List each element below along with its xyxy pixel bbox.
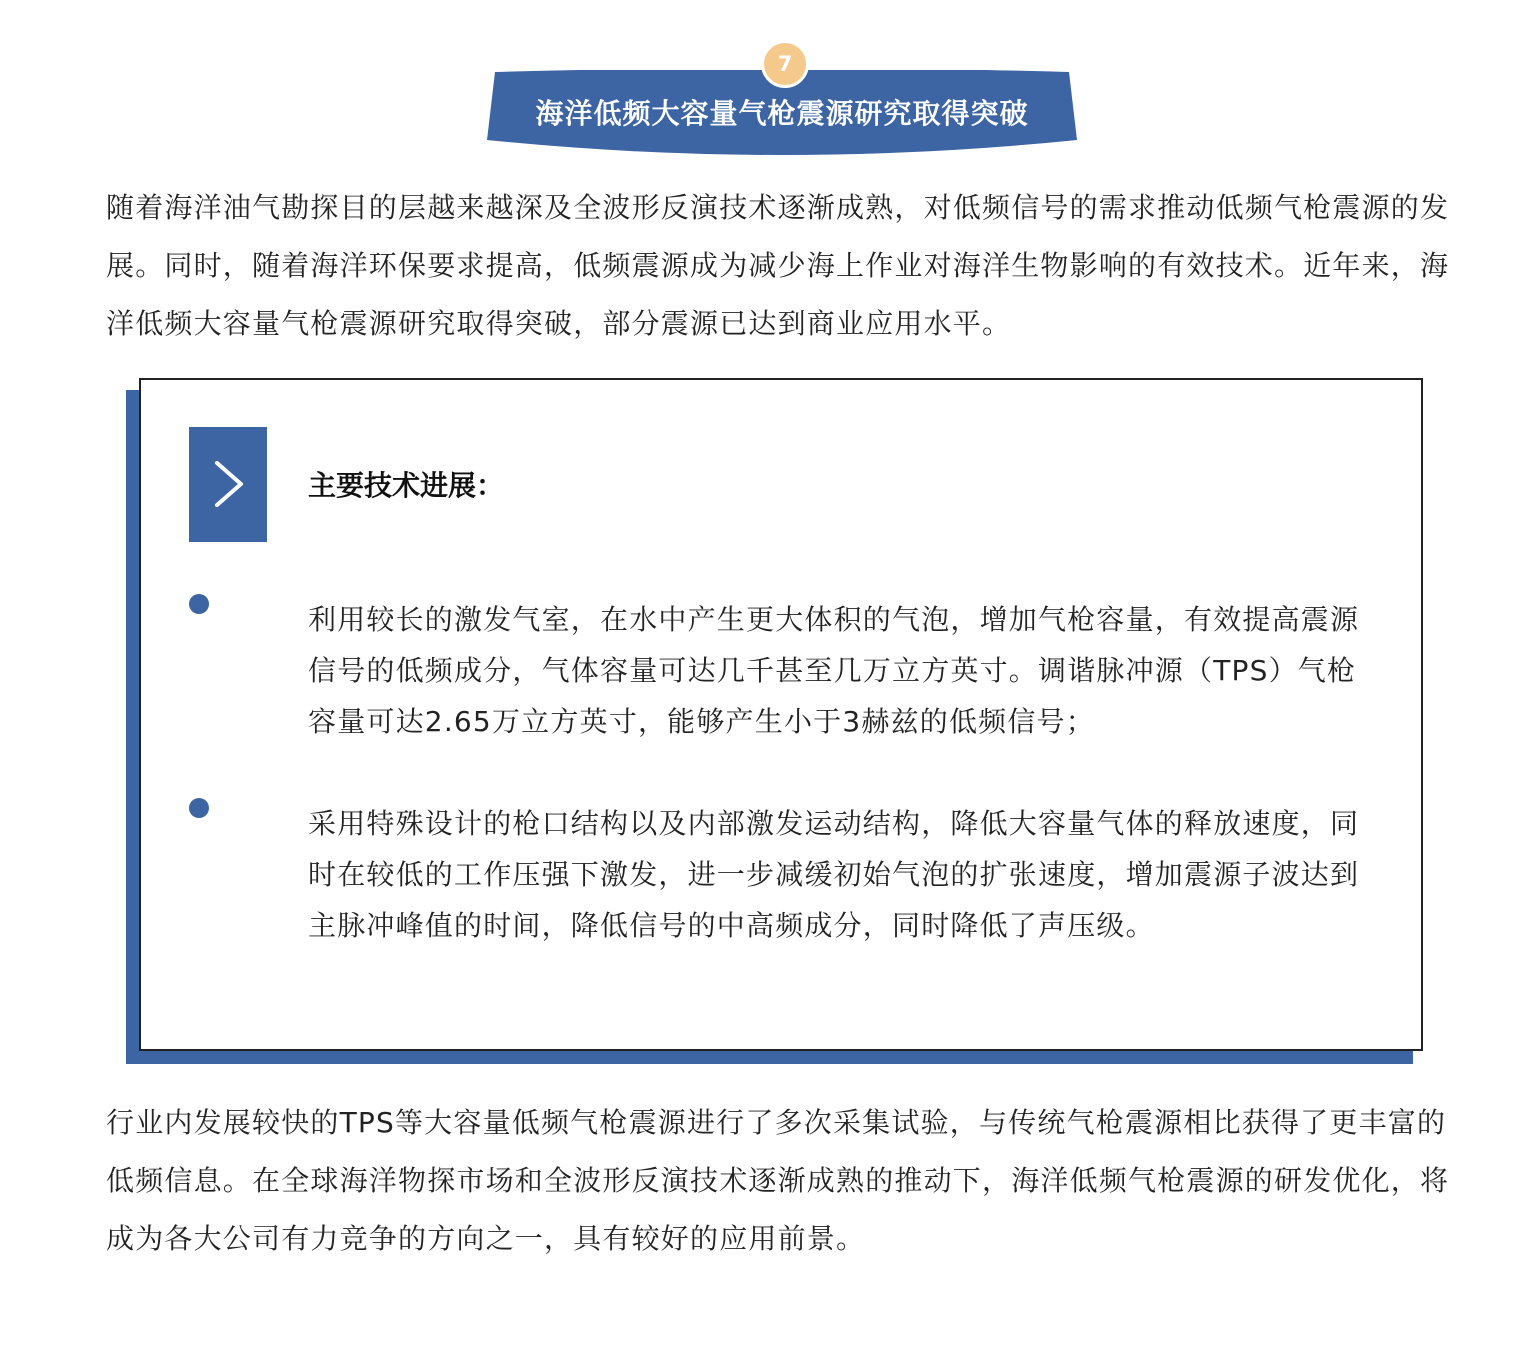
bullet-item: 采用特殊设计的枪口结构以及内部激发运动结构，降低大容量气体的释放速度，同时在较低的工作压强下激发，进一步减缓初始气泡的扩张速度，增加震源子波达到主脉冲峰值的时间，降低信号的中高频成分，同时降低了声压级。 xyxy=(308,807,1360,942)
bullet-item: 利用较长的激发气室，在水中产生更大体积的气泡，增加气枪容量，有效提高震源信号的低频成分，气体容量可达几千甚至几万立方英寸。调谐脉冲源（TPS）气枪容量可达2.65万立方英寸，能够产生小于3赫兹的低频信号； xyxy=(308,603,1360,738)
bullet-dot xyxy=(189,798,209,818)
section-number-badge: 7 xyxy=(761,40,809,88)
section-title: 海洋低频大容量气枪震源研究取得突破 xyxy=(535,97,1029,130)
closing-paragraph: 行业内发展较快的TPS等大容量低频气枪震源进行了多次采集试验，与传统气枪震源相比获得了更丰富的低频信息。在全球海洋物探市场和全波形反演技术逐渐成熟的推动下，海洋低频气枪震源的研发优化，将成为各大公司有力竞争的方向之一，具有较好的应用前景。 xyxy=(106,1106,1450,1255)
chevron-right-icon xyxy=(189,427,267,542)
progress-heading: 主要技术进展： xyxy=(308,469,505,502)
bullet-dot xyxy=(189,594,209,614)
intro-paragraph: 随着海洋油气勘探目的层越来越深及全波形反演技术逐渐成熟，对低频信号的需求推动低频气枪震源的发展。同时，随着海洋环保要求提高，低频震源成为减少海上作业对海洋生物影响的有效技术。近年来，海洋低频大容量气枪震源研究取得突破，部分震源已达到商业应用水平。 xyxy=(106,191,1450,340)
chevron-block xyxy=(189,427,267,542)
